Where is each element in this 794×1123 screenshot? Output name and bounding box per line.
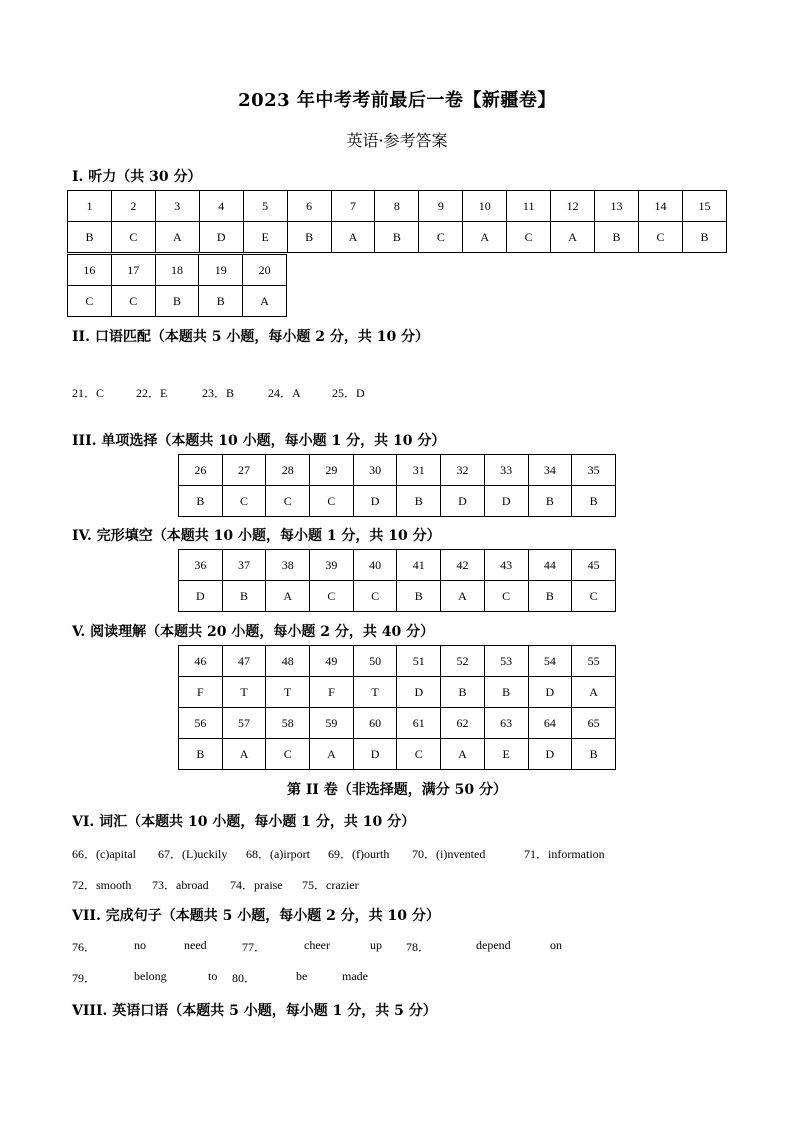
question-number-cell: 36: [179, 550, 223, 581]
question-number-cell: 20: [243, 255, 287, 286]
answer-cell: C: [353, 581, 397, 612]
answer-cell: C: [310, 581, 354, 612]
question-number-cell: 64: [528, 708, 572, 739]
answer-cell: C: [484, 581, 528, 612]
page-title: 2023 年中考考前最后一卷【新疆卷】: [238, 90, 556, 111]
answer-22: 22．E: [136, 386, 168, 400]
question-number-cell: 39: [310, 550, 354, 581]
answer-72: 72．smooth: [72, 878, 132, 892]
answer-cell: B: [287, 222, 331, 253]
answer-cell: C: [310, 486, 354, 517]
answer-cell: B: [528, 486, 572, 517]
table-row: [68, 191, 727, 222]
table-row: [179, 550, 616, 581]
answer-cell: A: [572, 677, 616, 708]
answer-cell: D: [441, 486, 485, 517]
answer-cell: T: [353, 677, 397, 708]
answer-67: 67．(L)uckily: [158, 847, 228, 861]
answer-cell: T: [222, 677, 266, 708]
section-heading-listening: I. 听力（共 30 分）: [72, 169, 202, 185]
label-80: 80．: [232, 971, 257, 985]
answer-cell: A: [266, 581, 310, 612]
table-row: [179, 739, 616, 770]
answer-cell: B: [375, 222, 419, 253]
question-number-cell: 55: [572, 646, 616, 677]
question-number-cell: 7: [331, 191, 375, 222]
question-number-cell: 6: [287, 191, 331, 222]
answer-cell: D: [397, 677, 441, 708]
question-number-cell: 41: [397, 550, 441, 581]
section-heading-cloze: IV. 完形填空（本题共 10 小题，每小题 1 分，共 10 分）: [72, 528, 441, 544]
answer-cell: A: [551, 222, 595, 253]
question-number-cell: 16: [68, 255, 112, 286]
answer-cell: B: [484, 677, 528, 708]
answer-cell: C: [572, 581, 616, 612]
question-number-cell: 53: [484, 646, 528, 677]
answer-79-word-2: to: [208, 969, 218, 983]
answer-cell: B: [199, 286, 243, 317]
question-number-cell: 18: [155, 255, 199, 286]
question-number-cell: 27: [222, 455, 266, 486]
section-heading-single-choice: III. 单项选择（本题共 10 小题，每小题 1 分，共 10 分）: [72, 433, 446, 449]
question-number-cell: 56: [179, 708, 223, 739]
question-number-cell: 4: [199, 191, 243, 222]
answer-cell: B: [68, 222, 112, 253]
question-number-cell: 38: [266, 550, 310, 581]
answer-77-word-2: up: [370, 938, 382, 952]
answer-cell: C: [111, 222, 155, 253]
question-number-cell: 30: [353, 455, 397, 486]
answer-cell: A: [310, 739, 354, 770]
answer-cell: A: [463, 222, 507, 253]
question-number-cell: 57: [222, 708, 266, 739]
question-number-cell: 58: [266, 708, 310, 739]
answer-cell: B: [441, 677, 485, 708]
question-number-cell: 9: [419, 191, 463, 222]
question-number-cell: 42: [441, 550, 485, 581]
question-number-cell: 45: [572, 550, 616, 581]
listening-table-2: [67, 254, 287, 317]
answer-73: 73．abroad: [152, 878, 209, 892]
answer-cell: D: [353, 739, 397, 770]
section-heading-oral-english: VIII. 英语口语（本题共 5 小题，每小题 1 分，共 5 分）: [72, 1003, 437, 1019]
question-number-cell: 50: [353, 646, 397, 677]
question-number-cell: 35: [572, 455, 616, 486]
question-number-cell: 31: [397, 455, 441, 486]
answer-74: 74．praise: [230, 878, 283, 892]
answer-cell: C: [68, 286, 112, 317]
question-number-cell: 48: [266, 646, 310, 677]
answer-cell: B: [222, 581, 266, 612]
reading-table: [178, 645, 616, 770]
question-number-cell: 11: [507, 191, 551, 222]
table-row: [179, 677, 616, 708]
answer-cell: C: [111, 286, 155, 317]
label-78: 78．: [406, 940, 431, 954]
answer-cell: E: [484, 739, 528, 770]
answer-71: 71．information: [524, 847, 605, 861]
answer-cell: B: [397, 581, 441, 612]
table-row: [179, 455, 616, 486]
answer-cell: D: [199, 222, 243, 253]
table-row: [179, 708, 616, 739]
table-row: [68, 286, 287, 317]
answer-cell: D: [353, 486, 397, 517]
answer-78-word-1: depend: [476, 938, 511, 952]
question-number-cell: 5: [243, 191, 287, 222]
question-number-cell: 8: [375, 191, 419, 222]
answer-76-word-2: need: [184, 938, 207, 952]
answer-cell: B: [528, 581, 572, 612]
question-number-cell: 12: [551, 191, 595, 222]
question-number-cell: 59: [310, 708, 354, 739]
page-subtitle: 英语·参考答案: [346, 131, 448, 150]
vocabulary-line-2: [72, 876, 472, 892]
answer-80-word-1: be: [296, 969, 308, 983]
answer-76-word-1: no: [134, 938, 146, 952]
question-number-cell: 15: [682, 191, 726, 222]
answer-cell: F: [310, 677, 354, 708]
answer-cell: C: [222, 486, 266, 517]
answer-cell: B: [682, 222, 726, 253]
answer-cell: C: [419, 222, 463, 253]
cloze-table: [178, 549, 616, 612]
single-choice-table: [178, 454, 616, 517]
question-number-cell: 46: [179, 646, 223, 677]
answer-cell: A: [243, 286, 287, 317]
answer-cell: E: [243, 222, 287, 253]
section-heading-oral-matching: II. 口语匹配（本题共 5 小题，每小题 2 分，共 10 分）: [72, 329, 430, 345]
part2-heading: 第 II 卷（非选择题，满分 50 分）: [286, 782, 508, 798]
question-number-cell: 60: [353, 708, 397, 739]
section-heading-vocabulary: VI. 词汇（本题共 10 小题，每小题 1 分，共 10 分）: [72, 814, 416, 830]
answer-cell: A: [441, 581, 485, 612]
question-number-cell: 19: [199, 255, 243, 286]
answer-cell: D: [179, 581, 223, 612]
answer-cell: F: [179, 677, 223, 708]
question-number-cell: 52: [441, 646, 485, 677]
label-77: 77．: [242, 940, 267, 954]
answer-77-word-1: cheer: [304, 938, 330, 952]
question-number-cell: 13: [595, 191, 639, 222]
question-number-cell: 51: [397, 646, 441, 677]
listening-table-1: [67, 190, 727, 253]
answer-cell: B: [572, 739, 616, 770]
question-number-cell: 1: [68, 191, 112, 222]
answer-cell: C: [266, 739, 310, 770]
table-row: [179, 646, 616, 677]
answer-cell: D: [528, 739, 572, 770]
answer-80-word-2: made: [342, 969, 368, 983]
answer-66: 66．(c)apital: [72, 847, 136, 861]
answer-78-word-2: on: [550, 938, 562, 952]
answer-cell: C: [638, 222, 682, 253]
question-number-cell: 17: [111, 255, 155, 286]
table-row: [179, 581, 616, 612]
question-number-cell: 49: [310, 646, 354, 677]
question-number-cell: 34: [528, 455, 572, 486]
answer-cell: D: [528, 677, 572, 708]
question-number-cell: 26: [179, 455, 223, 486]
question-number-cell: 32: [441, 455, 485, 486]
answer-cell: T: [266, 677, 310, 708]
question-number-cell: 14: [638, 191, 682, 222]
question-number-cell: 33: [484, 455, 528, 486]
question-number-cell: 29: [310, 455, 354, 486]
question-number-cell: 40: [353, 550, 397, 581]
answer-cell: C: [507, 222, 551, 253]
answer-70: 70．(i)nvented: [412, 847, 486, 861]
answer-23: 23．B: [202, 386, 235, 400]
question-number-cell: 28: [266, 455, 310, 486]
question-number-cell: 62: [441, 708, 485, 739]
question-number-cell: 3: [155, 191, 199, 222]
answer-cell: C: [266, 486, 310, 517]
section-heading-reading: V. 阅读理解（本题共 20 小题，每小题 2 分，共 40 分）: [72, 624, 435, 640]
answer-69: 69．(f)ourth: [328, 847, 390, 861]
question-number-cell: 54: [528, 646, 572, 677]
answer-25: 25．D: [332, 386, 365, 400]
label-76: 76．: [72, 940, 97, 954]
answer-75: 75．crazier: [302, 878, 359, 892]
answer-cell: B: [179, 486, 223, 517]
question-number-cell: 43: [484, 550, 528, 581]
question-number-cell: 65: [572, 708, 616, 739]
answer-cell: A: [155, 222, 199, 253]
label-79: 79．: [72, 971, 97, 985]
answer-68: 68．(a)irport: [246, 847, 310, 861]
answer-cell: A: [331, 222, 375, 253]
answer-cell: B: [572, 486, 616, 517]
answer-cell: B: [595, 222, 639, 253]
answer-cell: A: [222, 739, 266, 770]
table-row: [68, 222, 727, 253]
answer-79-word-1: belong: [134, 969, 167, 983]
table-row: [68, 255, 287, 286]
answer-21: 21．C: [72, 386, 105, 400]
answer-cell: B: [155, 286, 199, 317]
question-number-cell: 63: [484, 708, 528, 739]
answer-cell: D: [484, 486, 528, 517]
oral-matching-answers: [72, 384, 472, 400]
answer-24: 24．A: [268, 386, 301, 400]
question-number-cell: 47: [222, 646, 266, 677]
question-number-cell: 61: [397, 708, 441, 739]
answer-cell: B: [397, 486, 441, 517]
question-number-cell: 37: [222, 550, 266, 581]
sentences-line-1: [72, 938, 592, 954]
answer-cell: C: [397, 739, 441, 770]
question-number-cell: 44: [528, 550, 572, 581]
answer-cell: A: [441, 739, 485, 770]
table-row: [179, 486, 616, 517]
question-number-cell: 2: [111, 191, 155, 222]
answer-cell: B: [179, 739, 223, 770]
vocabulary-line-1: [72, 845, 632, 861]
question-number-cell: 10: [463, 191, 507, 222]
sentences-line-2: [72, 969, 472, 985]
section-heading-sentences: VII. 完成句子（本题共 5 小题，每小题 2 分，共 10 分）: [72, 908, 440, 924]
